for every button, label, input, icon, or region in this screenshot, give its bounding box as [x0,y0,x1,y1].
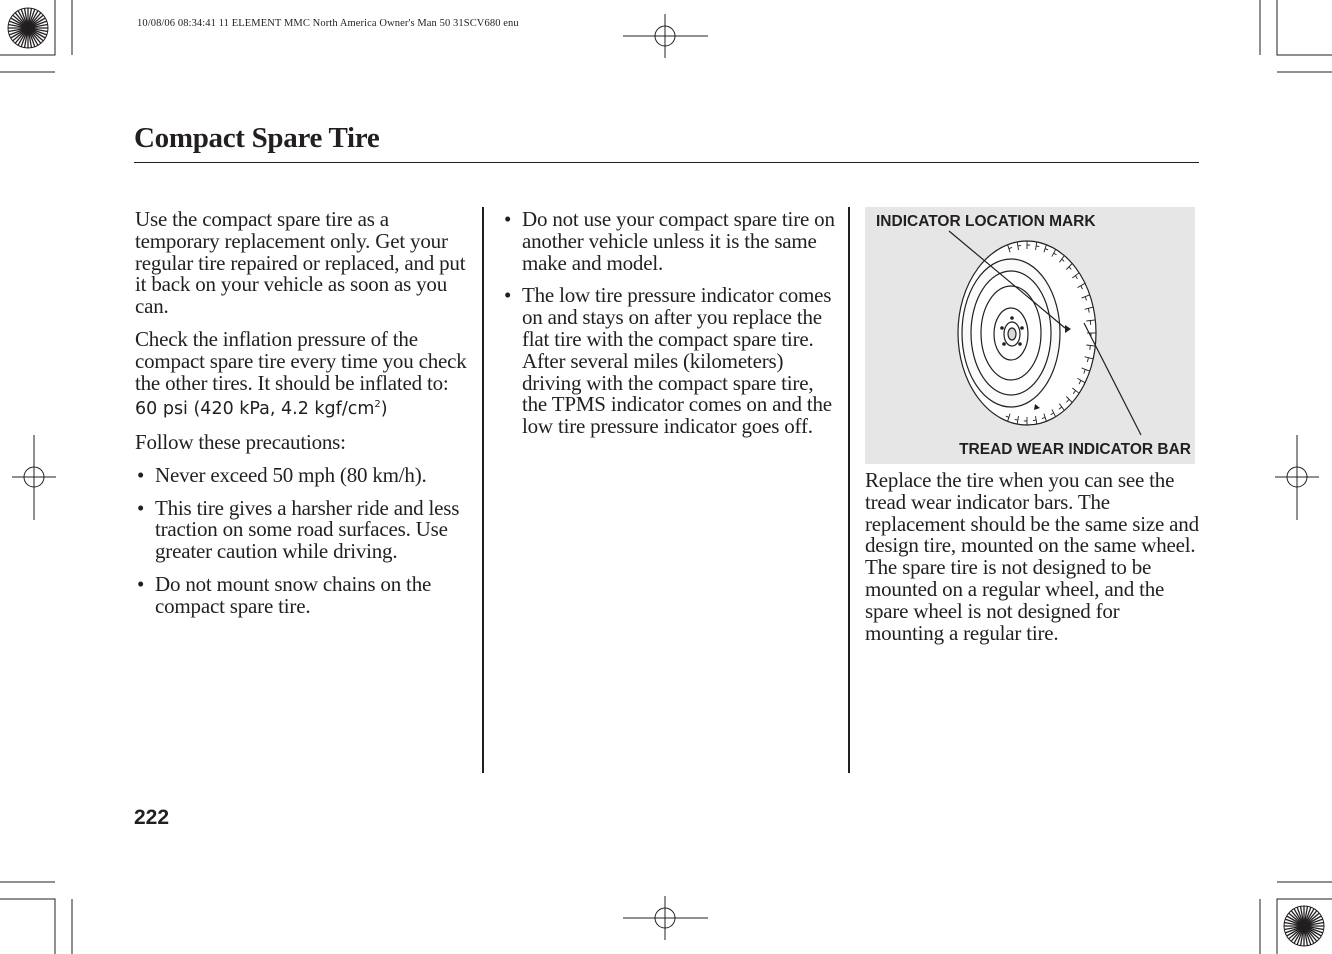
print-metadata: 10/08/06 08:34:41 11 ELEMENT MMC North America Owner's Man 50 31SCV680 enu [137,18,519,29]
pressure-close: ) [380,399,388,420]
precautions-heading: Follow these precautions: [135,430,346,454]
starburst-mark-top-left [8,8,48,48]
registration-mark-top [623,14,708,58]
registration-mark-bottom [623,896,708,940]
inflation-text: Check the inflation pressure of the compact spare tire every time you check the other tires. It should be inflated to: [135,326,467,395]
precautions-list [135,462,471,618]
column-divider [848,207,850,773]
list-item: • Never exceed 50 mph (80 km/h). [135,465,471,487]
column-2 [502,209,838,449]
list-item: • The low tire pressure indicator comes on and stays on after you replace the flat tire with the compact spare tire. After several miles (kilometers) driving with the compact spare tire, the TPMS indicator comes on and the low tire pressure indicator goes off. [502,285,838,438]
registration-mark-left [12,435,56,520]
list-item: • This tire gives a harsher ride and less traction on some road surfaces. Use greater caution while driving. [135,498,471,563]
column-1 [135,209,471,629]
page-title: Compact Spare Tire [134,122,380,154]
pressure-value [135,394,471,421]
starburst-mark-bottom-right [1284,906,1324,946]
column-divider [482,207,484,773]
title-rule [134,162,1199,163]
column-3 [865,470,1200,655]
intro-paragraph: Use the compact spare tire as a temporary replacement only. Get your regular tire repaired or replaced, and put it back on your vehicle as soon as you can. [135,207,466,319]
precautions-list-continued [502,209,838,438]
page-number: 222 [134,806,170,829]
spare-tire-drawing [865,207,1195,464]
indicator-location-label: INDICATOR LOCATION MARK [876,213,1096,230]
list-item: • Do not use your compact spare tire on another vehicle unless it is the same make and model. [502,209,838,274]
inflation-paragraph [135,326,471,421]
registration-mark-right [1275,435,1319,520]
pressure-superscript: 2 [374,399,381,411]
tire-illustration [865,207,1195,464]
list-item: • Do not mount snow chains on the compact spare tire. [135,574,471,618]
pressure-main: 60 psi (420 kPa, 4.2 kgf/cm [135,399,375,420]
tread-wear-label: TREAD WEAR INDICATOR BAR [959,441,1191,458]
replacement-paragraph: Replace the tire when you can see the tread wear indicator bars. The replacement should be the same size and design tire, mounted on the same wheel. The spare tire is not designed to be mounted on a regular wheel, and the spare wheel is not designed for mounting a regular tire. [865,468,1199,645]
